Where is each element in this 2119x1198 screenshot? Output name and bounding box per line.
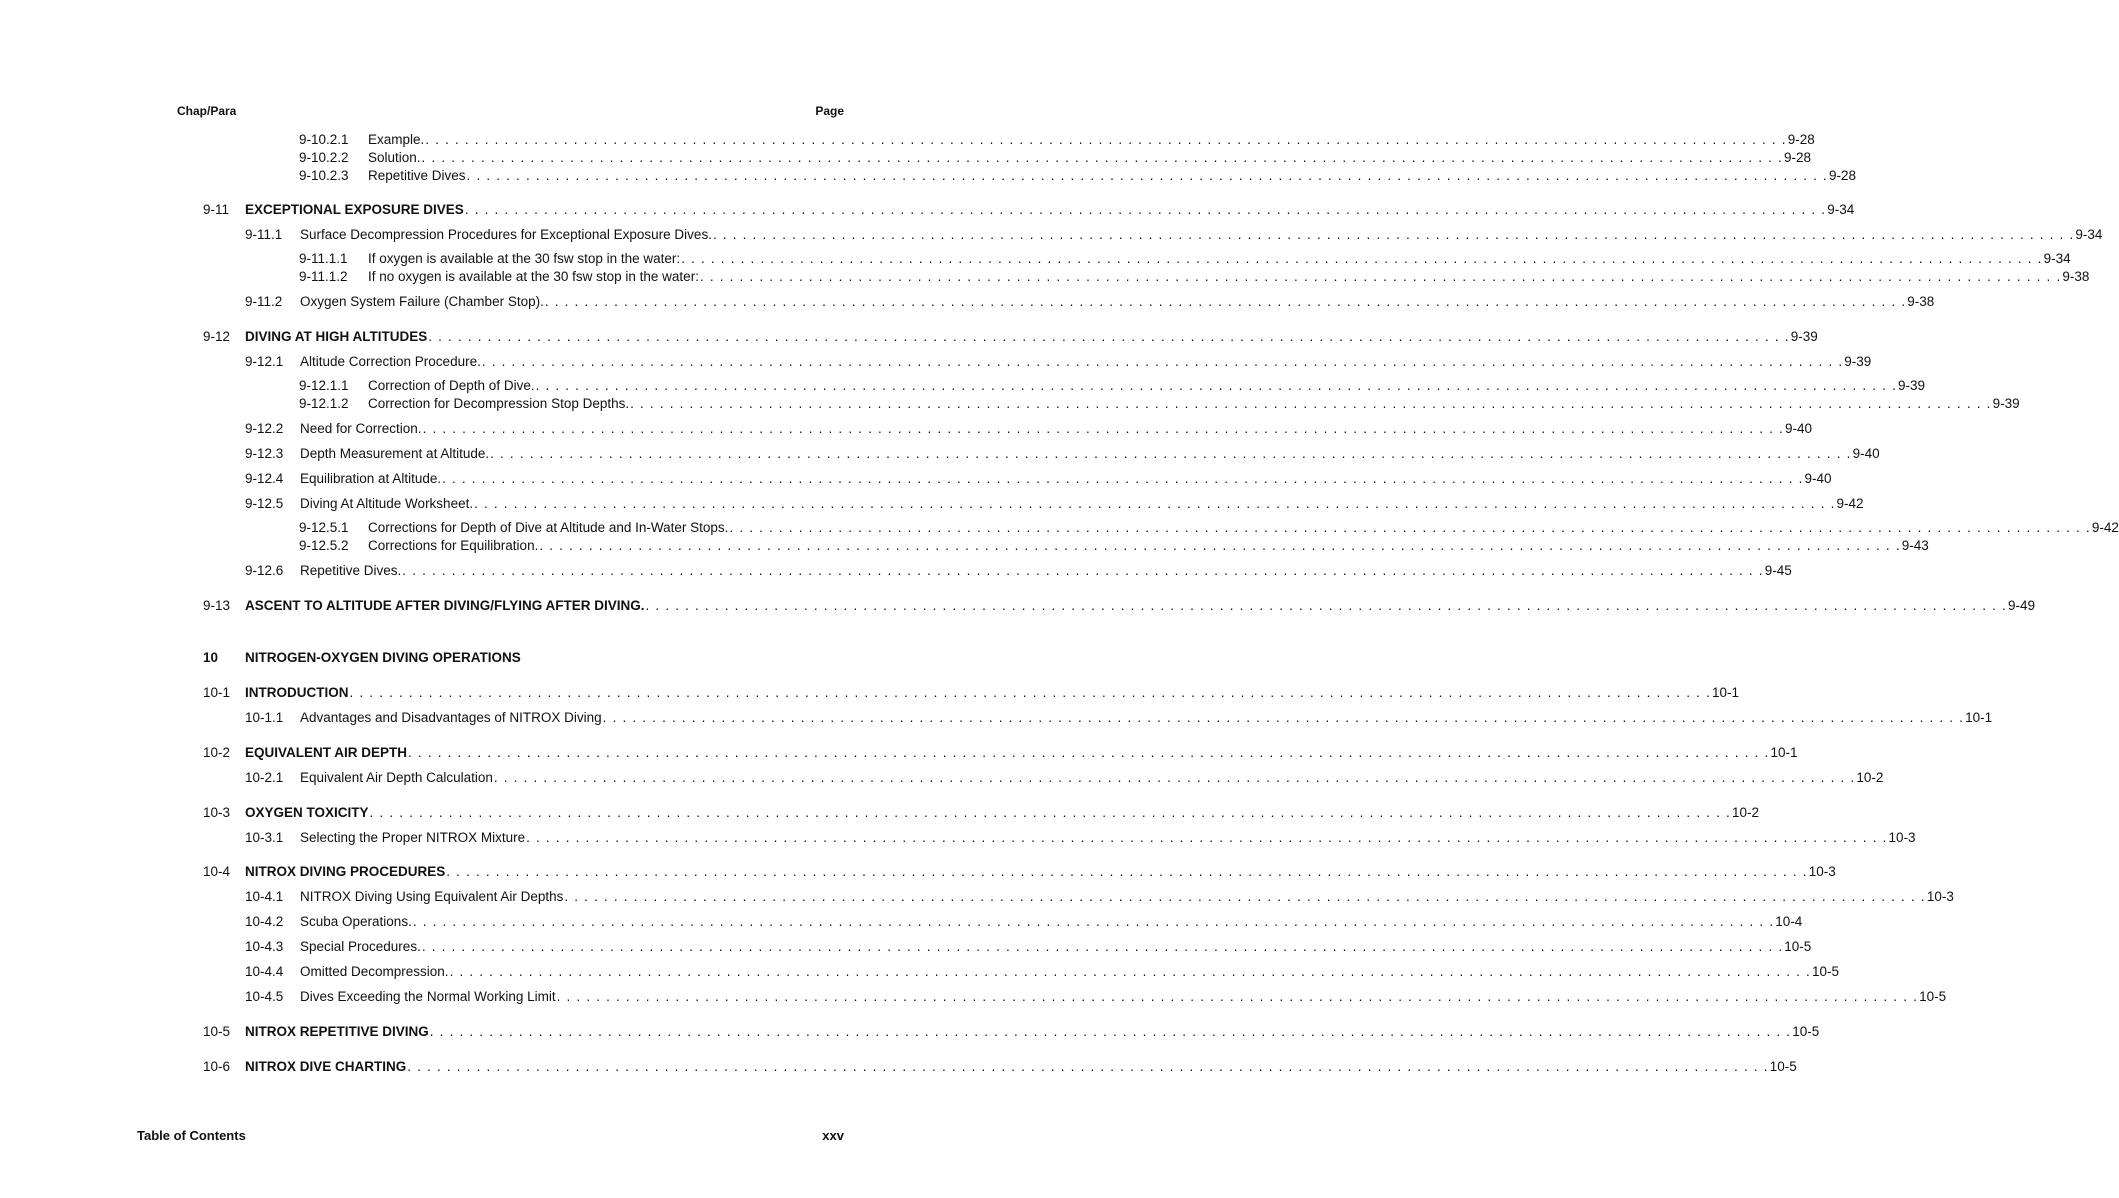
toc-entry: 9-11.1.1 If oxygen is available at the 30 fsw stop in the water: . . . 9-34 [299, 251, 844, 269]
toc-entry: 9-10.2.1 Example. . . . 9-28 [299, 132, 844, 150]
chapter-heading: 10 NITROGEN-OXYGEN DIVING OPERATIONS [203, 650, 521, 665]
toc-entry: 10-3.1 Selecting the Proper NITROX Mixture . . . 10-3 [245, 830, 844, 848]
toc-entry: 9-12.1 Altitude Correction Procedure. . . . 9-39 [245, 354, 844, 372]
toc-entry: 9-11.1 Surface Decompression Procedures for Exceptional Exposure Dives. . . . 9-34 [245, 227, 844, 245]
column-header-page: Page [815, 104, 844, 118]
toc-entry: 10-2 EQUIVALENT AIR DEPTH . . . 10-1 [203, 745, 844, 763]
toc-entry: 9-11.2 Oxygen System Failure (Chamber Stop). . . . 9-38 [245, 294, 844, 312]
toc-entry: 9-12.1.1 Correction of Depth of Dive. . . . 9-39 [299, 378, 844, 396]
toc-entry: 9-12.2 Need for Correction. . . . 9-40 [245, 421, 844, 439]
toc-entry: 10-4.3 Special Procedures. . . . 10-5 [245, 939, 844, 957]
toc-entry: 9-10.2.3 Repetitive Dives . . . 9-28 [299, 168, 844, 186]
toc-entry: 9-12 DIVING AT HIGH ALTITUDES . . . 9-39 [203, 329, 844, 347]
toc-entry: 9-12.6 Repetitive Dives. . . . 9-45 [245, 563, 844, 581]
toc-entry: 10-4.4 Omitted Decompression. . . . 10-5 [245, 964, 844, 982]
toc-entry: 9-10.2.2 Solution. . . . 9-28 [299, 150, 844, 168]
toc-entry: 9-12.5 Diving At Altitude Worksheet. . . . 9-42 [245, 496, 844, 514]
toc-entry: 10-4 NITROX DIVING PROCEDURES . . . 10-3 [203, 864, 844, 882]
toc-entry: 9-11.1.2 If no oxygen is available at the 30 fsw stop in the water: . . . 9-38 [299, 269, 844, 287]
toc-entry: 9-12.3 Depth Measurement at Altitude. . . . 9-40 [245, 446, 844, 464]
toc-entry: 10-5 NITROX REPETITIVE DIVING . . . 10-5 [203, 1024, 844, 1042]
toc-entry: 9-11 EXCEPTIONAL EXPOSURE DIVES . . . 9-34 [203, 202, 844, 220]
toc-entry: 10-4.2 Scuba Operations. . . . 10-4 [245, 914, 844, 932]
toc-entry: 9-12.1.2 Correction for Decompression Stop Depths. . . . 9-39 [299, 396, 844, 414]
toc-entry: 9-12.5.1 Corrections for Depth of Dive at Altitude and In-Water Stops. . . . 9-42 [299, 520, 844, 538]
footer-title: Table of Contents [137, 1128, 246, 1143]
toc-entry: 9-13 ASCENT TO ALTITUDE AFTER DIVING/FLYING AFTER DIVING. . . . 9-49 [203, 598, 844, 616]
toc-entry: 10-3 OXYGEN TOXICITY . . . 10-2 [203, 805, 844, 823]
toc-entry: 9-12.4 Equilibration at Altitude. . . . 9-40 [245, 471, 844, 489]
toc-entry: 10-6 NITROX DIVE CHARTING . . . 10-5 [203, 1059, 844, 1077]
toc-entry: 10-1.1 Advantages and Disadvantages of NITROX Diving . . . 10-1 [245, 710, 844, 728]
toc-entry: 10-2.1 Equivalent Air Depth Calculation . . . 10-2 [245, 770, 844, 788]
toc-entry: 10-1 INTRODUCTION . . . 10-1 [203, 685, 844, 703]
page-number: xxv [822, 1128, 844, 1143]
toc-entry: 10-4.1 NITROX Diving Using Equivalent Air Depths . . . 10-3 [245, 889, 844, 907]
toc-entry: 9-12.5.2 Corrections for Equilibration. . . . 9-43 [299, 538, 844, 556]
toc-entry: 10-4.5 Dives Exceeding the Normal Working Limit . . . 10-5 [245, 989, 844, 1007]
column-header-chap-para: Chap/Para [177, 104, 237, 118]
